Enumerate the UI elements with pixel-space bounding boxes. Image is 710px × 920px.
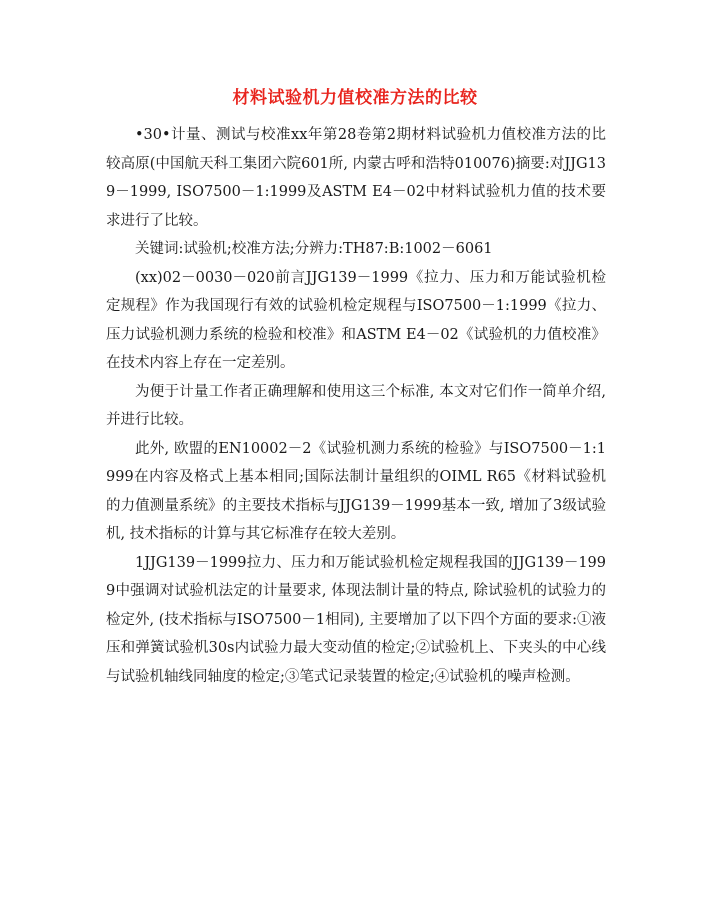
paragraph-purpose: 为便于计量工作者正确理解和使用这三个标准, 本文对它们作一简单介绍, 并进行比较。: [106, 383, 606, 428]
paragraph-keywords: 关键词:试验机;校准方法;分辨力:TH87:B:1002－6061: [135, 241, 493, 257]
paragraph-abstract: •30•计量、测试与校准xx年第28卷第2期材料试验机力值校准方法的比较高原(中国航天科工集团六院601所, 内蒙古呼和浩特010076)摘要:对JJG139－1999, ISO7500－1:1999及ASTM E4－02中材料试验机力值的技术要求进行了比较。: [106, 127, 606, 229]
document-body: [106, 121, 606, 691]
paragraph-section-1: 1JJG139－1999拉力、压力和万能试验机检定规程我国的JJG139－1999中强调对试验机法定的计量要求, 体现法制计量的特点, 除试验机的试验力的检定外, (技术指标与ISO7500－1相同), 主要增加了以下四个方面的要求:①液压和弹簧试验机30s内试验力最大变动值的检定;②试验机上、下夹头的中心线与试验机轴线同轴度的检定;③笔式记录装置的检定;④试验机的噪声检测。: [106, 554, 606, 685]
paragraph-preface: (xx)02－0030－020前言JJG139－1999《拉力、压力和万能试验机检定规程》作为我国现行有效的试验机检定规程与ISO7500－1:1999《拉力、压力试验机测力系统的检验和校准》和ASTM E4－02《试验机的力值校准》在技术内容上存在一定差别。: [106, 269, 606, 371]
document-title: 材料试验机力值校准方法的比较: [232, 88, 478, 108]
paragraph-other-standards: 此外, 欧盟的EN10002－2《试验机测力系统的检验》与ISO7500－1:1999在内容及格式上基本相同;国际法制计量组织的OIML R65《材料试验机的力值测量系统》的主要技术指标与JJG139－1999基本一致, 增加了3级试验机, 技术指标的计算与其它标准存在较大差别。: [106, 440, 606, 542]
